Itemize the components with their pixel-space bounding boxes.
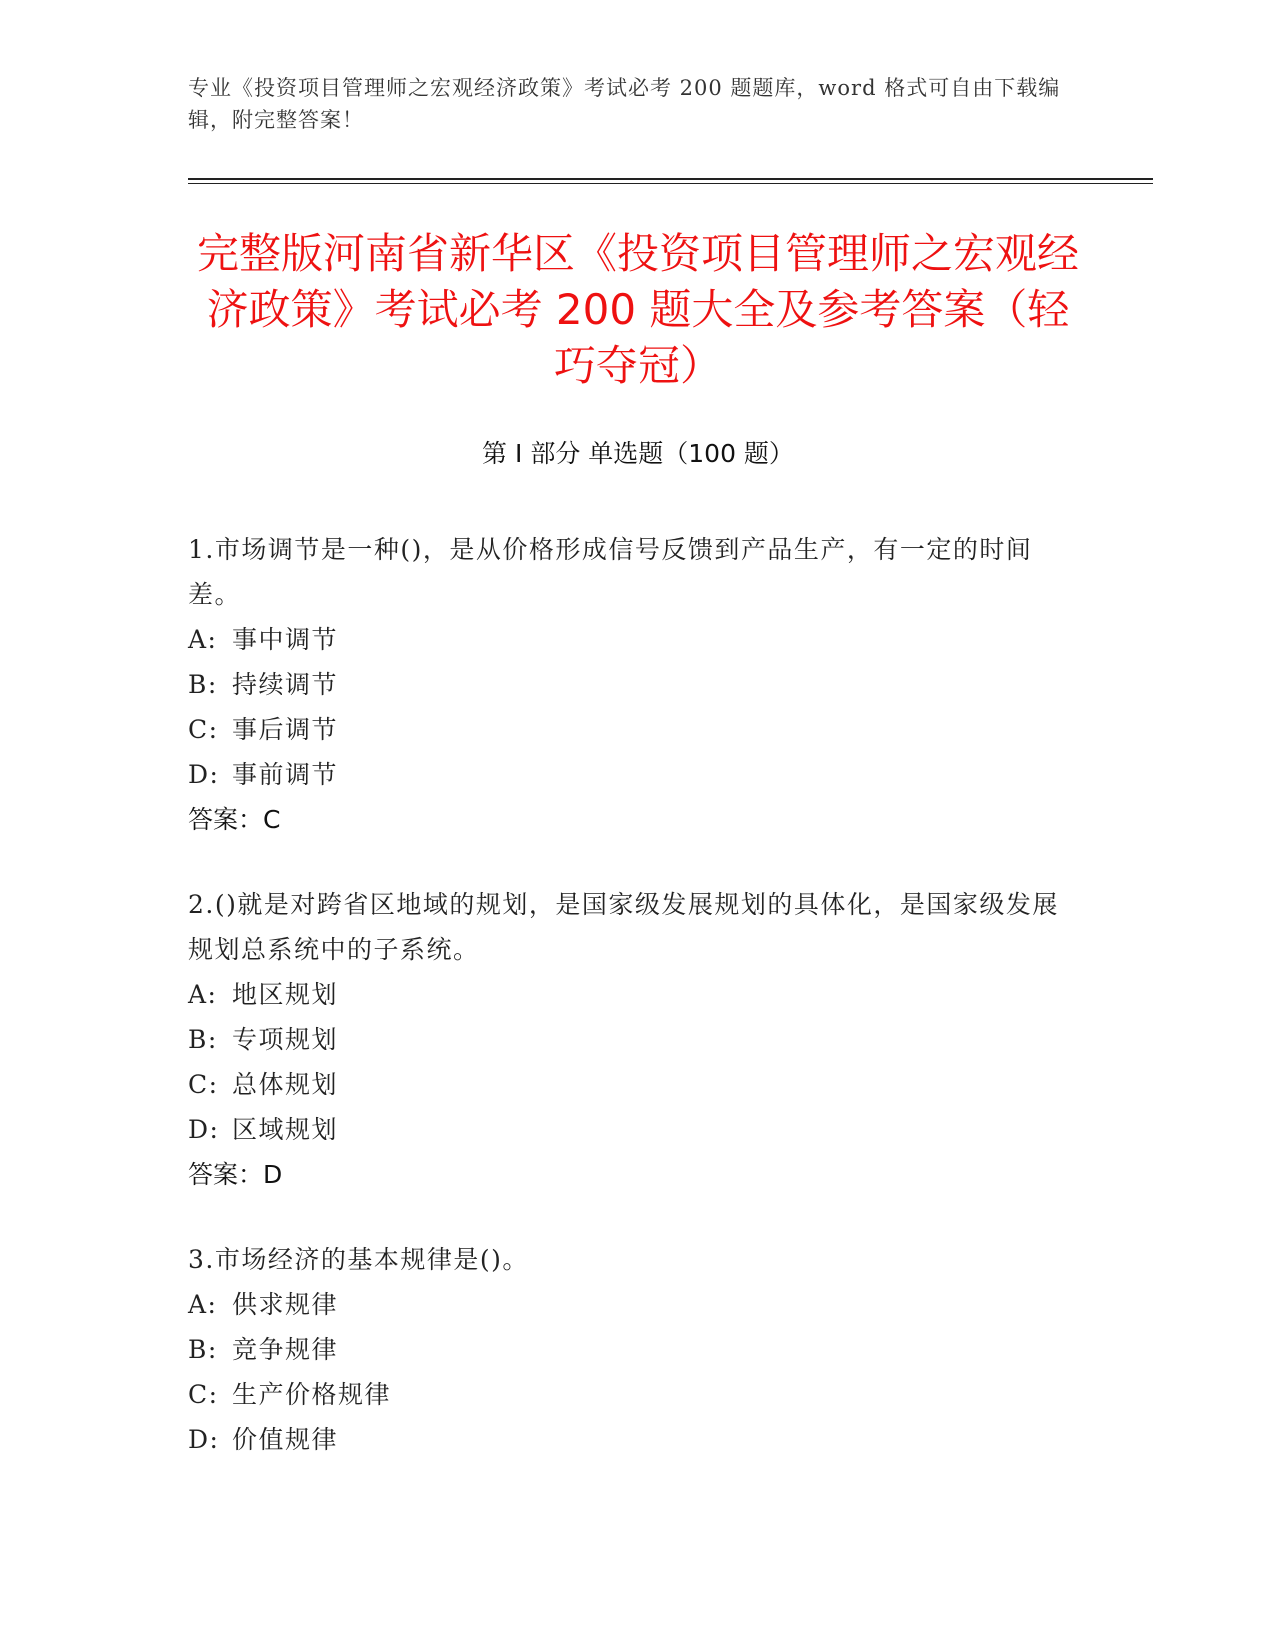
option-a [188, 1282, 1068, 1327]
question-3 [188, 1237, 1068, 1462]
option-text: 事后调节 [232, 715, 339, 744]
option-key: C: [188, 715, 219, 744]
option-key: B: [188, 1335, 218, 1364]
option-b [188, 662, 1068, 707]
question-1 [188, 527, 1068, 842]
option-text: 专项规划 [232, 1025, 339, 1054]
option-text: 价值规律 [232, 1425, 339, 1454]
option-text: 事中调节 [232, 625, 339, 654]
answer-line: 答案：D [188, 1160, 283, 1189]
option-text: 总体规划 [232, 1070, 339, 1099]
question-stem: 2.()就是对跨省区地域的规划，是国家级发展规划的具体化，是国家级发展规划总系统中的子系统。 [188, 890, 1059, 964]
option-text: 地区规划 [232, 980, 339, 1009]
option-key: B: [188, 1025, 218, 1054]
question-2 [188, 882, 1068, 1197]
option-key: D: [188, 1115, 220, 1144]
option-key: D: [188, 760, 220, 789]
option-d [188, 1107, 1068, 1152]
option-a [188, 617, 1068, 662]
option-key: B: [188, 670, 218, 699]
option-text: 区域规划 [232, 1115, 339, 1144]
section-title: 第 I 部分 单选题（100 题） [482, 439, 794, 468]
header-divider-thick [188, 178, 1153, 180]
option-b [188, 1017, 1068, 1062]
option-text: 供求规律 [232, 1290, 339, 1319]
option-d [188, 752, 1068, 797]
option-d [188, 1417, 1068, 1462]
option-text: 生产价格规律 [232, 1380, 392, 1409]
header-divider-thin [188, 183, 1153, 184]
question-list [188, 527, 1068, 1502]
option-key: C: [188, 1070, 219, 1099]
option-key: D: [188, 1425, 220, 1454]
option-b [188, 1327, 1068, 1372]
answer-line: 答案：C [188, 805, 281, 834]
option-key: A: [188, 1290, 218, 1319]
option-a [188, 972, 1068, 1017]
option-c [188, 707, 1068, 752]
question-stem: 1.市场调节是一种()，是从价格形成信号反馈到产品生产，有一定的时间差。 [188, 535, 1033, 609]
option-text: 事前调节 [232, 760, 339, 789]
option-key: A: [188, 625, 218, 654]
option-text: 持续调节 [232, 670, 339, 699]
question-stem: 3.市场经济的基本规律是()。 [188, 1245, 529, 1274]
option-c [188, 1062, 1068, 1107]
option-key: A: [188, 980, 218, 1009]
document-title: 完整版河南省新华区《投资项目管理师之宏观经济政策》考试必考 200 题大全及参考答案（轻巧夺冠） [196, 229, 1079, 390]
option-c [188, 1372, 1068, 1417]
header-note: 专业《投资项目管理师之宏观经济政策》考试必考 200 题题库，word 格式可自由下载编辑，附完整答案！ [188, 76, 1061, 132]
option-key: C: [188, 1380, 219, 1409]
option-text: 竞争规律 [232, 1335, 339, 1364]
